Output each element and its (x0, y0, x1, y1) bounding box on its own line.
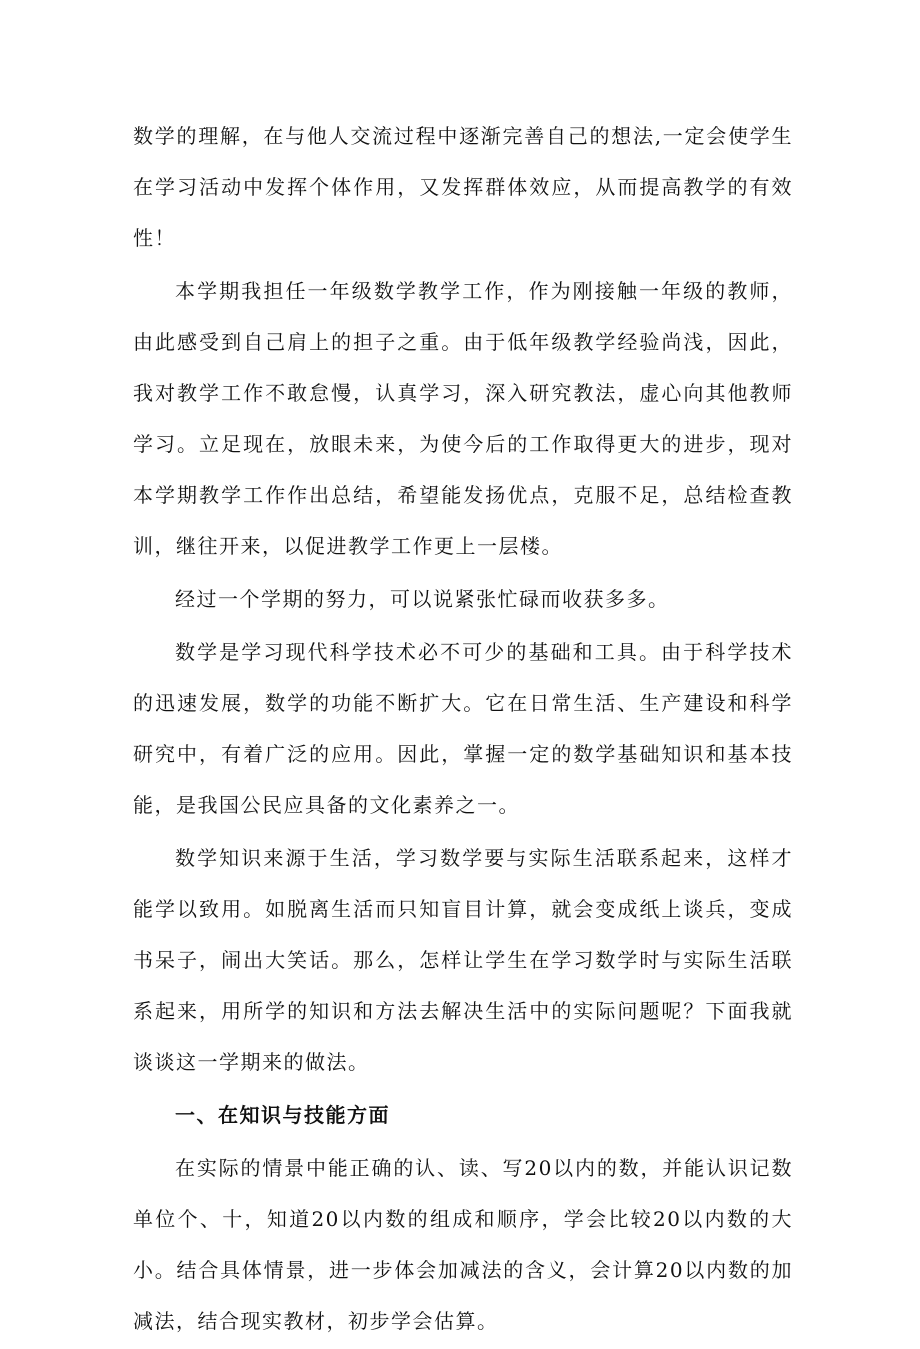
section-heading: 一、在知识与技能方面 (175, 1103, 390, 1127)
paragraph-knowledge-skills: 在实际的情景中能正确的认、读、写20以内的数，并能认识记数单位个、十，知道20以内数的组成和顺序，学会比较20以内数的大小。结合具体情景，进一步体会加减法的含义，会计算20以内数的加减法，结合现实教材，初步学会估算。 (133, 1156, 793, 1333)
paragraph-math-importance: 数学是学习现代科学技术必不可少的基础和工具。由于科学技术的迅速发展，数学的功能不断扩大。它在日常生活、生产建设和科学研究中，有着广泛的应用。因此，掌握一定的数学基础知识和基本技能，是我国公民应具备的文化素养之一。 (133, 640, 793, 817)
paragraph-continued: 数学的理解，在与他人交流过程中逐渐完善自己的想法,一定会使学生在学习活动中发挥个体作用，又发挥群体效应，从而提高教学的有效性！ (133, 124, 793, 250)
paragraph-summary: 经过一个学期的努力，可以说紧张忙碌而收获多多。 (175, 587, 670, 611)
paragraph-intro: 本学期我担任一年级数学教学工作，作为刚接触一年级的教师，由此感受到自己肩上的担子之重。由于低年级教学经验尚浅，因此，我对教学工作不敢怠慢，认真学习，深入研究教法，虚心向其他教师学习。立足现在，放眼未来，为使今后的工作取得更大的进步，现对本学期教学工作作出总结，希望能发扬优点，克服不足，总结检查教训，继往开来，以促进教学工作更上一层楼。 (133, 279, 793, 558)
document-body (133, 111, 793, 1349)
paragraph-math-life: 数学知识来源于生活，学习数学要与实际生活联系起来，这样才能学以致用。如脱离生活而只知盲目计算，就会变成纸上谈兵，变成书呆子，闹出大笑话。那么，怎样让学生在学习数学时与实际生活联系起来，用所学的知识和方法去解决生活中的实际问题呢？下面我就谈谈这一学期来的做法。 (133, 846, 793, 1074)
